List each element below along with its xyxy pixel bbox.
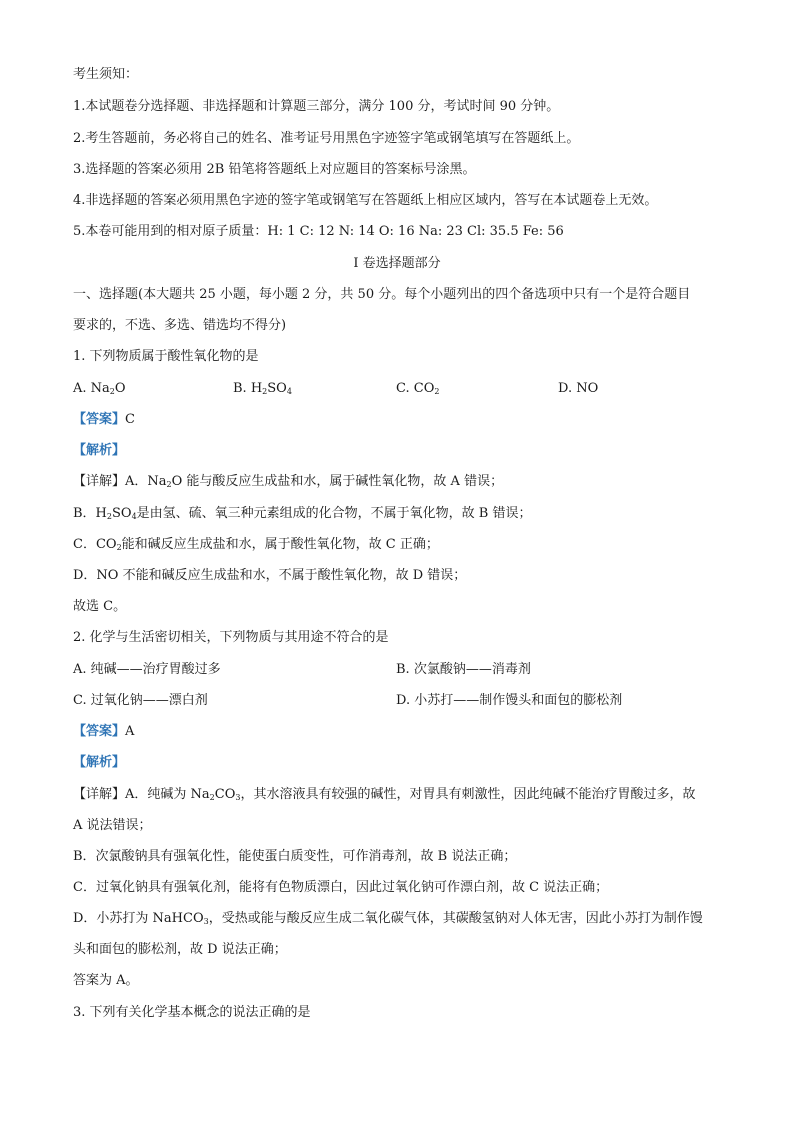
q3-stem: 3. 下列有关化学基本概念的说法正确的是 bbox=[73, 1005, 311, 1020]
q1-option-d: D. NO bbox=[558, 381, 599, 396]
answer-tag: 【答案】 bbox=[73, 724, 126, 739]
section-intro-line2: 要求的，不选、多选、错选均不得分) bbox=[73, 318, 287, 333]
q2-option-b: B. 次氯酸钠——消毒剂 bbox=[396, 662, 531, 677]
notice-item-1: 1.本试题卷分选择题、非选择题和计算题三部分，满分 100 分，考试时间 90 分钟。 bbox=[73, 99, 560, 114]
q1-option-b: B. $H_2SO_4$ bbox=[233, 381, 292, 396]
q1-detail-a: 【详解】A．$Na_2O$ 能与酸反应生成盐和水，属于碱性氧化物，故 A 错误； bbox=[73, 474, 504, 489]
notice-item-5: 5.本卷可能用到的相对原子质量：H: 1 C: 12 N: 14 O: 16 Na: 23 Cl: 35.5 Fe: 56 bbox=[73, 224, 564, 239]
q2-detail-a2: A 说法错误； bbox=[73, 818, 152, 833]
q2-detail-d2: 头和面包的膨松剂，故 D 说法正确； bbox=[73, 942, 287, 957]
answer-tag: 【答案】 bbox=[73, 412, 126, 427]
q1-stem: 1. 下列物质属于酸性氧化物的是 bbox=[73, 349, 259, 364]
q1-option-c: C. $CO_2$ bbox=[396, 381, 440, 396]
q2-detail-c: C．过氧化钠具有强氧化剂，能将有色物质漂白，因此过氧化钠可作漂白剂，故 C 说法正确； bbox=[73, 880, 609, 895]
q1-analysis-tag: 【解析】 bbox=[73, 443, 126, 458]
q1-detail-b: B．$H_2SO_4$是由氢、硫、氧三种元素组成的化合物，不属于氧化物，故 B 错误； bbox=[73, 506, 532, 521]
q2-answer: 【答案】A bbox=[73, 724, 135, 739]
q2-detail-a1: 【详解】A．纯碱为 $Na_2CO_3$，其水溶液具有较强的碱性，对胃具有刺激性，因此纯碱不能治疗胃酸过多，故 bbox=[73, 787, 696, 802]
q1-answer: 【答案】C bbox=[73, 412, 135, 427]
q2-detail-d1: D．小苏打为 NaHCO$_3$，受热或能与酸反应生成二氧化碳气体，其碳酸氢钠对人体无害，因此小苏打为制作馒 bbox=[73, 911, 703, 926]
section-title: I 卷选择题部分 bbox=[353, 256, 441, 271]
q2-conclusion: 答案为 A。 bbox=[73, 973, 139, 988]
q2-option-a: A. 纯碱——治疗胃酸过多 bbox=[73, 662, 221, 677]
q2-detail-b: B．次氯酸钠具有强氧化性，能使蛋白质变性，可作消毒剂，故 B 说法正确； bbox=[73, 849, 517, 864]
notice-item-2: 2.考生答题前，务必将自己的姓名、准考证号用黑色字迹签字笔或钢笔填写在答题纸上。 bbox=[73, 131, 580, 146]
section-intro-line1: 一、选择题(本大题共 25 小题，每小题 2 分，共 50 分。每个小题列出的四个备选项中只有一个是符合题目 bbox=[73, 287, 691, 302]
notice-item-3: 3.选择题的答案必须用 2B 铅笔将答题纸上对应题目的答案标号涂黑。 bbox=[73, 162, 476, 177]
q2-stem: 2. 化学与生活密切相关，下列物质与其用途不符合的是 bbox=[73, 630, 389, 645]
q1-detail-d: D．NO 不能和碱反应生成盐和水，不属于酸性氧化物，故 D 错误； bbox=[73, 568, 467, 583]
q2-option-c: C. 过氧化钠——漂白剂 bbox=[73, 693, 208, 708]
q1-detail-c: C．$CO_2$能和碱反应生成盐和水，属于酸性氧化物，故 C 正确； bbox=[73, 537, 439, 552]
q1-option-a: A. $Na_2O$ bbox=[73, 381, 126, 396]
q1-conclusion: 故选 C。 bbox=[73, 599, 127, 614]
notice-item-4: 4.非选择题的答案必须用黑色字迹的签字笔或钢笔写在答题纸上相应区域内，答写在本试题卷上无效。 bbox=[73, 193, 658, 208]
q2-option-d: D. 小苏打——制作馒头和面包的膨松剂 bbox=[396, 693, 623, 708]
notice-title: 考生须知： bbox=[73, 67, 139, 82]
q2-analysis-tag: 【解析】 bbox=[73, 755, 126, 770]
